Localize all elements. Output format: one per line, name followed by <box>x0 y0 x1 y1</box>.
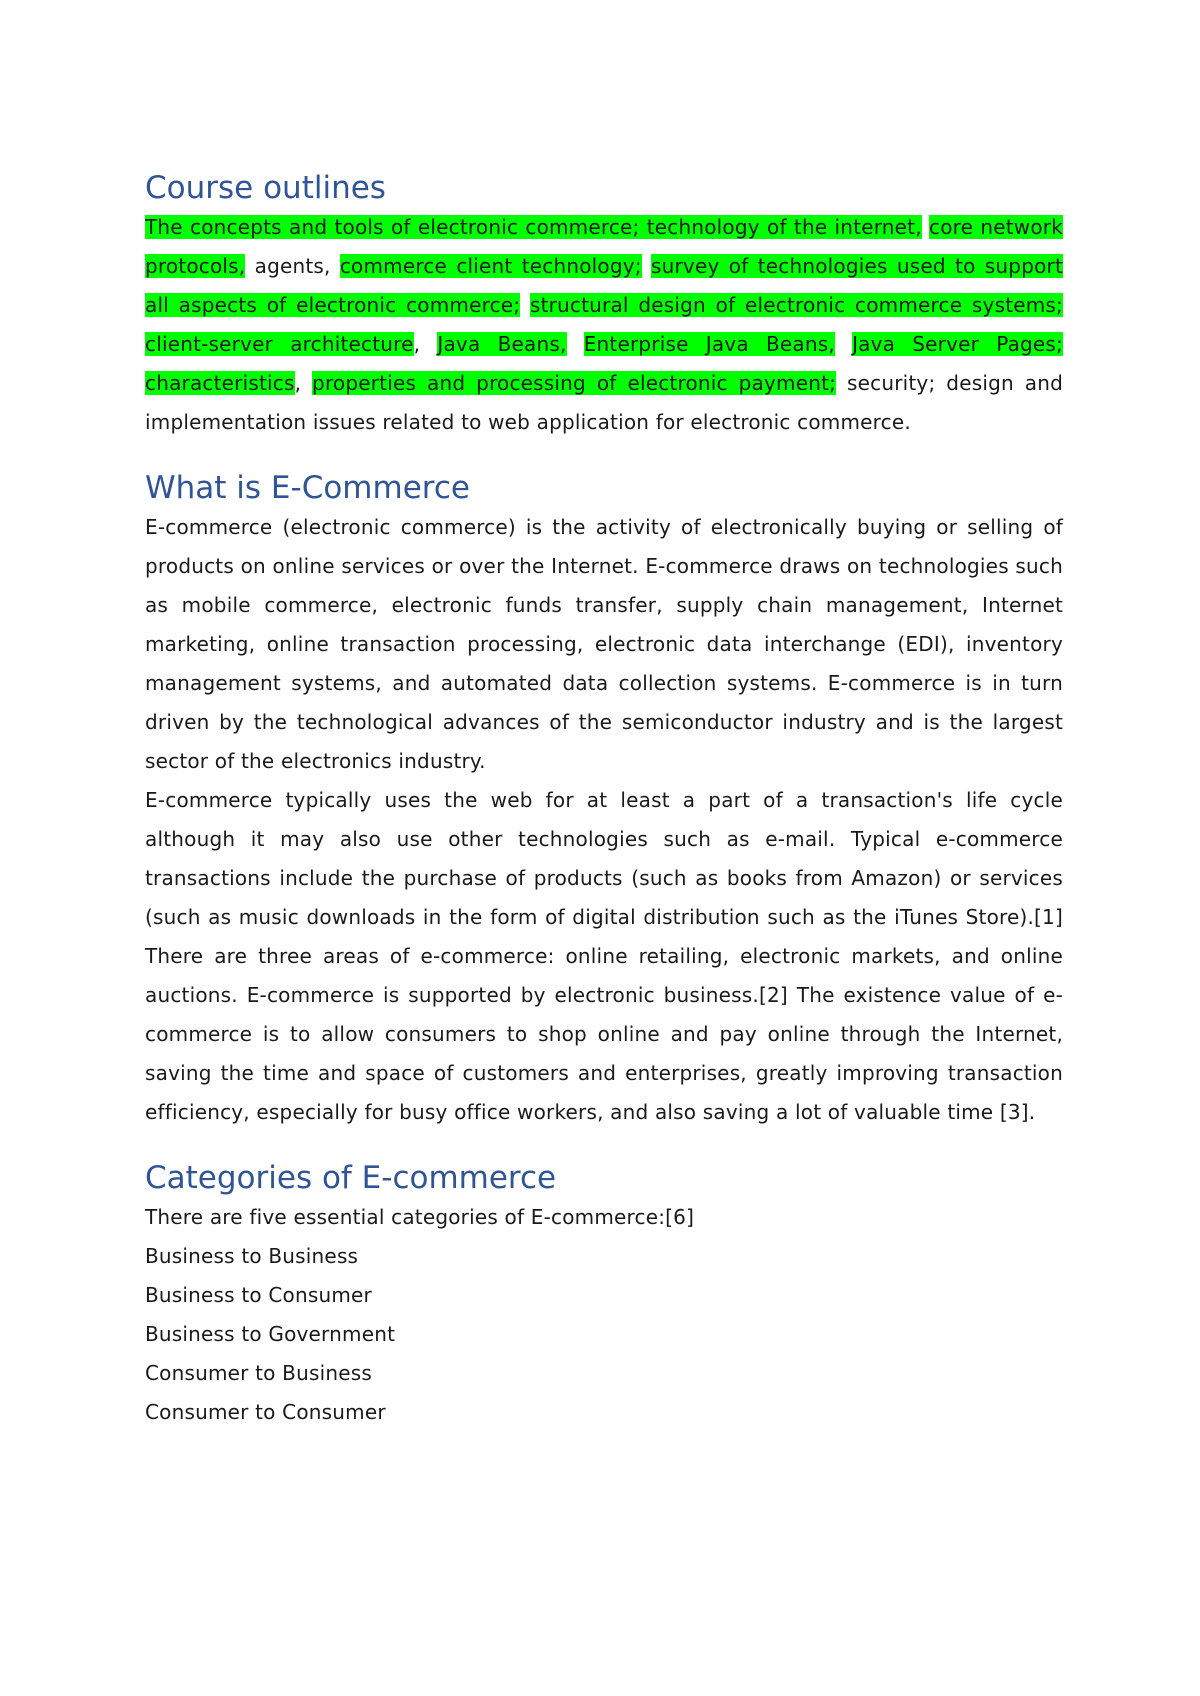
category-item: Business to Government <box>145 1322 396 1346</box>
highlighted-text: The concepts and tools of electronic commerce; technology of the internet, <box>145 215 922 239</box>
course-outlines-paragraph <box>145 208 1063 442</box>
what-is-ecommerce-heading: What is E-Commerce <box>145 470 470 506</box>
plain-text <box>520 293 530 317</box>
plain-text: security; design and implementation issues related to web application for electronic commerce. <box>145 371 1064 434</box>
plain-text <box>642 254 651 278</box>
category-item: Business to Consumer <box>145 1283 372 1307</box>
section-gap <box>145 1132 1063 1158</box>
plain-text <box>922 215 929 239</box>
category-item: Consumer to Business <box>145 1361 372 1385</box>
document-page <box>145 168 1063 1432</box>
course-outlines-heading: Course outlines <box>145 170 386 206</box>
highlighted-text: survey of technologies used to support all aspects of electronic commerce; <box>145 254 1063 317</box>
highlighted-text: structural design of electronic commerce systems; <box>529 293 1063 317</box>
highlighted-text: Java Beans, <box>437 332 567 356</box>
highlighted-text: client-server architecture <box>145 332 414 356</box>
category-item: Consumer to Consumer <box>145 1400 386 1424</box>
plain-text: , <box>413 332 438 356</box>
plain-text <box>567 332 584 356</box>
categories-intro: There are five essential categories of E-commerce:[6] <box>145 1205 695 1229</box>
what-is-paragraph-2: E-commerce typically uses the web for at least a part of a transaction's life cycle although it may also use other technologies such as e-mail. Typical e-commerce transactions include the purchase of products (such as books from Amazon) or services (such as music downloads in the form of digital distribution such as the iTunes Store).[1] There are three areas of e-commerce: online retailing, electronic markets, and online auctions. E-commerce is supported by electronic business.[2] The existence value of e-commerce is to allow consumers to shop online and pay online through the Internet, saving the time and space of customers and enterprises, greatly improving transaction efficiency, especially for busy office workers, and also saving a lot of valuable time [3]. <box>145 788 1063 1124</box>
section-gap <box>145 442 1063 468</box>
highlighted-text: commerce client technology; <box>339 254 642 278</box>
categories-heading: Categories of E-commerce <box>145 1160 557 1196</box>
plain-text: agents, <box>245 254 340 278</box>
highlighted-text: Enterprise Java Beans, <box>583 332 835 356</box>
category-item: Business to Business <box>145 1244 359 1268</box>
plain-text: , <box>294 371 313 395</box>
plain-text <box>835 332 852 356</box>
highlighted-text: properties and processing of electronic payment; <box>312 371 837 395</box>
highlighted-text: Java Server Pages; <box>852 332 1063 356</box>
highlighted-text: characteristics <box>145 371 295 395</box>
highlighted-text: core network protocols, <box>145 215 1063 278</box>
what-is-paragraph-1: E-commerce (electronic commerce) is the activity of electronically buying or selling of products on online services or over the Internet. E-commerce draws on technologies such as mobile commerce, electronic funds transfer, supply chain management, Internet marketing, online transaction processing, electronic data interchange (EDI), inventory management systems, and automated data collection systems. E-commerce is in turn driven by the technological advances of the semiconductor industry and is the largest sector of the electronics industry. <box>145 515 1063 773</box>
